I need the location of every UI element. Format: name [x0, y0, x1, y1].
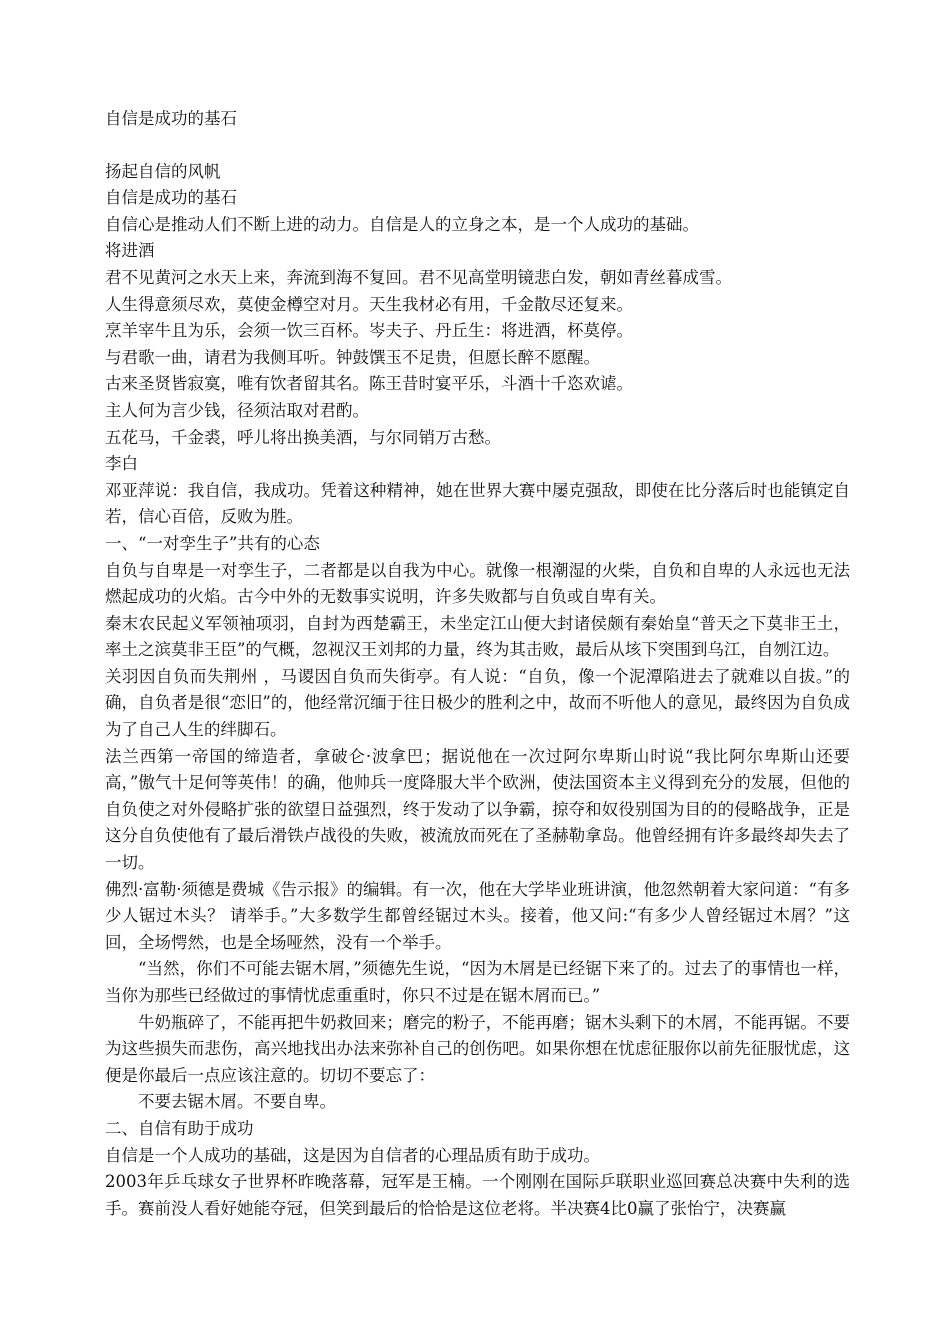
- poem-title: 将进酒: [105, 241, 155, 261]
- document-body: [105, 106, 850, 1222]
- paragraph: 自信是成功的基石: [105, 188, 237, 208]
- paragraph: 自信是一个人成功的基础，这是因为自信者的心理品质有助于成功。: [105, 1145, 600, 1165]
- poem-author: 李白: [105, 454, 138, 474]
- paragraph: 不要去锯木屑。不要自卑。: [138, 1092, 336, 1112]
- poem-line: 五花马，千金裘，呼儿将出换美酒，与尔同销万古愁。: [105, 427, 501, 447]
- blank-line: [105, 133, 850, 159]
- poem-line: 人生得意须尽欢，莫使金樽空对月。天生我材必有用，千金散尽还复来。: [105, 294, 633, 314]
- poem-line: 古来圣贤皆寂寞，唯有饮者留其名。陈王昔时宴平乐，斗酒十千恣欢谑。: [105, 374, 633, 394]
- section-heading: 二、自信有助于成功: [105, 1118, 254, 1138]
- paragraph: 关羽因自负而失荆州 ，马谡因自负而失街亭。有人说：“自负，像一个泥潭陷进去了就难以自拔。”的确，自负者是很“恋旧”的，他经常沉缅于往日极少的胜利之中，故而不听他人的意见，最终因为自负成为了自己人生的绊脚石。: [105, 666, 850, 740]
- section-heading: 一、“一对孪生子”共有的心态: [105, 533, 320, 553]
- paragraph: 秦末农民起义军领袖项羽，自封为西楚霸王，未坐定江山便大封诸侯颇有秦始皇“普天之下莫非王土，率土之滨莫非王臣”的气概，忽视汉王刘邦的力量，终为其击败，最后从垓下突围到乌江，自刎江边。: [105, 613, 850, 660]
- paragraph: 牛奶瓶碎了，不能再把牛奶救回来；磨完的粉子，不能再磨；锯木头剩下的木屑，不能再锯。不要为这些损失而悲伤，高兴地找出办法来弥补自己的创伤吧。如果你想在忧虑征服你以前先征服忧虑，这便是你最后一点应该注意的。切切不要忘了：: [105, 1012, 850, 1085]
- poem-line: 烹羊宰牛且为乐，会须一饮三百杯。岑夫子、丹丘生：将进酒，杯莫停。: [105, 321, 633, 341]
- paragraph: 自负与自卑是一对孪生子，二者都是以自我为中心。就像一根潮湿的火柴，自负和自卑的人永远也无法燃起成功的火焰。古今中外的无数事实说明，许多失败都与自负或自卑有关。: [105, 560, 850, 607]
- paragraph: 扬起自信的风帆: [105, 161, 221, 181]
- document-title: 自信是成功的基石: [105, 109, 237, 128]
- paragraph: 自信心是推动人们不断上进的动力。自信是人的立身之本，是一个人成功的基础。: [105, 214, 699, 234]
- paragraph: 2003年乒乓球女子世界杯昨晚落幕，冠军是王楠。一个刚刚在国际乒联职业巡回赛总决赛中失利的选手。赛前没人看好她能夺冠，但笑到最后的恰恰是这位老将。半决赛4比0赢了张怡宁，决赛赢: [105, 1172, 850, 1218]
- paragraph: 佛烈·富勒·须德是费城《告示报》的编辑。有一次，他在大学毕业班讲演，他忽然朝着大家问道：“有多少人锯过木头？ 请举手。”大多数学生都曾经锯过木头。接着，他又问:“有多少人曾经锯过木屑？”这回，全场愕然，也是全场哑然，没有一个举手。: [105, 879, 850, 952]
- paragraph: 邓亚萍说：我自信，我成功。凭着这种精神，她在世界大赛中屡克强敌，即使在比分落后时也能镇定自若，信心百倍，反败为胜。: [105, 480, 850, 527]
- poem-line: 主人何为言少钱，径须沽取对君酌。: [105, 400, 369, 420]
- paragraph: 法兰西第一帝国的缔造者，拿破仑·波拿巴；据说他在一次过阿尔卑斯山时说“我比阿尔卑斯山还要高，”傲气十足何等英伟！的确，他帅兵一度降服大半个欧洲，使法国资本主义得到充分的发展，但他的自负使之对外侵略扩张的欲望日益强烈，终于发动了以争霸，掠夺和奴役别国为目的的侵略战争，正是这分自负使他有了最后滑铁卢战役的失败，被流放而死在了圣赫勒拿岛。他曾经拥有许多最终却失去了一切。: [105, 746, 850, 873]
- poem-line: 与君歌一曲，请君为我侧耳听。钟鼓馔玉不足贵，但愿长醉不愿醒。: [105, 347, 600, 367]
- poem-line: 君不见黄河之水天上来，奔流到海不复回。君不见高堂明镜悲白发，朝如青丝暮成雪。: [105, 267, 732, 287]
- paragraph: “当然，你们不可能去锯木屑，”须德先生说，“因为木屑是已经锯下来了的。过去了的事情也一样，当你为那些已经做过的事情忧虑重重时，你只不过是在锯木屑而已。”: [105, 959, 850, 1005]
